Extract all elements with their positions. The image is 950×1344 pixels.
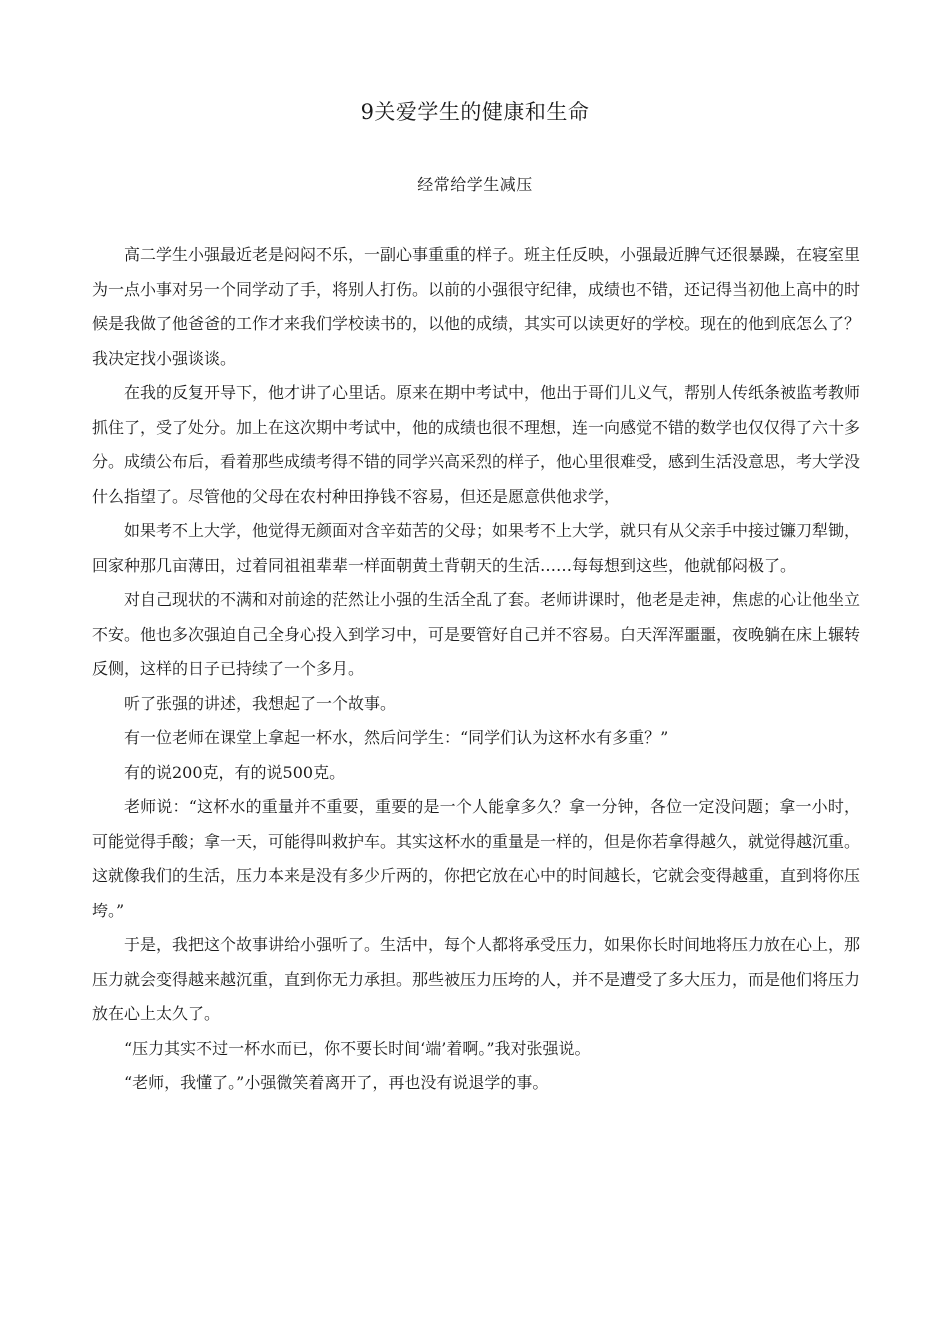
document-body: [92, 238, 860, 1101]
paragraph: 在我的反复开导下，他才讲了心里话。原来在期中考试中，他出于哥们儿义气，帮别人传纸条被监考教师抓住了，受了处分。加上在这次期中考试中，他的成绩也很不理想，连一向感觉不错的数学也仅仅得了六十多分。成绩公布后，看着那些成绩考得不错的同学兴高采烈的样子，他心里很难受，感到生活没意思，考大学没什么指望了。尽管他的父母在农村种田挣钱不容易，但还是愿意供他求学，: [92, 383, 861, 506]
document-title: 9关爱学生的健康和生命: [360, 100, 590, 124]
paragraph: 老师说：“这杯水的重量并不重要，重要的是一个人能拿多久？拿一分钟，各位一定没问题；拿一小时，可能觉得手酸；拿一天，可能得叫救护车。其实这杯水的重量是一样的，但是你若拿得越久，就觉得越沉重。这就像我们的生活，压力本来是没有多少斤两的，你把它放在心中的时间越长，它就会变得越重，直到将你压垮。”: [92, 797, 861, 920]
paragraph: “压力其实不过一杯水而已，你不要长时间‘端’着啊。”我对张强说。: [124, 1038, 591, 1058]
document-subtitle: 经常给学生减压: [417, 175, 533, 194]
paragraph: 有的说200克，有的说500克。: [124, 762, 346, 782]
paragraph: 有一位老师在课堂上拿起一杯水，然后问学生：“同学们认为这杯水有多重？”: [124, 728, 669, 747]
paragraph: 如果考不上大学，他觉得无颜面对含辛茹苦的父母；如果考不上大学，就只有从父亲手中接过镰刀犁锄，回家种那几亩薄田，过着同祖祖辈辈一样面朝黄土背朝天的生活……每每想到这些，他就郁闷极了。: [92, 521, 861, 575]
paragraph: 对自己现状的不满和对前途的茫然让小强的生活全乱了套。老师讲课时，他老是走神，焦虑的心让他坐立不安。他也多次强迫自己全身心投入到学习中，可是要管好自己并不容易。白天浑浑噩噩，夜晚躺在床上辗转反侧，这样的日子已持续了一个多月。: [92, 590, 861, 678]
paragraph: 高二学生小强最近老是闷闷不乐，一副心事重重的样子。班主任反映，小强最近脾气还很暴躁，在寝室里为一点小事对另一个同学动了手，将别人打伤。以前的小强很守纪律，成绩也不错，还记得当初他上高中的时候是我做了他爸爸的工作才来我们学校读书的，以他的成绩，其实可以读更好的学校。现在的他到底怎么了？我决定找小强谈谈。: [92, 245, 861, 368]
paragraph: 听了张强的讲述，我想起了一个故事。: [124, 693, 397, 713]
paragraph: “老师，我懂了。”小强微笑着离开了，再也没有说退学的事。: [124, 1073, 549, 1092]
paragraph: 于是，我把这个故事讲给小强听了。生活中，每个人都将承受压力，如果你长时间地将压力放在心上，那压力就会变得越来越沉重，直到你无力承担。那些被压力压垮的人，并不是遭受了多大压力，而是他们将压力放在心上太久了。: [92, 935, 861, 1023]
